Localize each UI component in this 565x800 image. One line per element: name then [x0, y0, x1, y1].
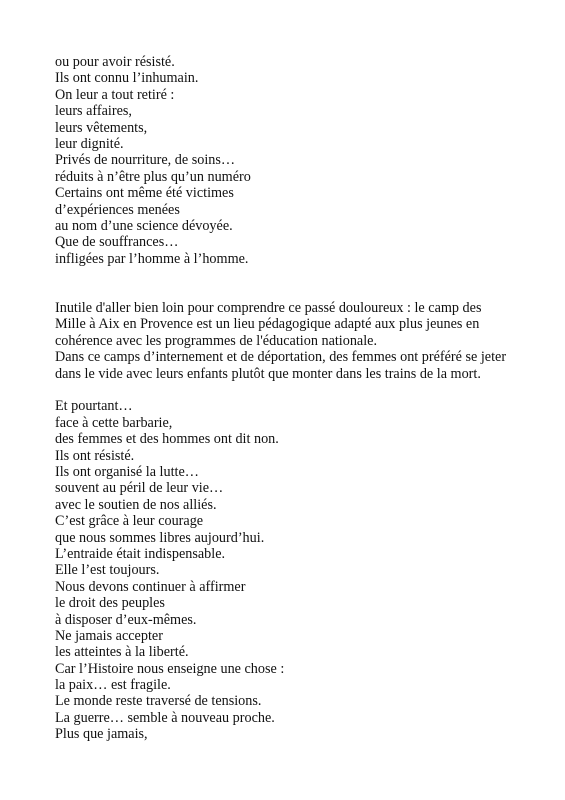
- text-line: réduits à n’être plus qu’un numéro: [55, 168, 251, 185]
- text-line: C’est grâce à leur courage: [55, 513, 204, 530]
- text-line: à disposer d’eux-mêmes.: [55, 611, 197, 628]
- text-line: Ils ont résisté.: [55, 447, 135, 464]
- text-line: Plus que jamais,: [55, 726, 148, 743]
- text-line: souvent au péril de leur vie…: [55, 480, 224, 497]
- text-line: la paix… est fragile.: [55, 677, 171, 694]
- text-line: La guerre… semble à nouveau proche.: [55, 709, 275, 726]
- text-line: infligées par l’homme à l’homme.: [55, 250, 249, 267]
- text-line: Car l’Histoire nous enseigne une chose :: [55, 660, 285, 677]
- text-line: que nous sommes libres aujourd’hui.: [55, 529, 265, 546]
- text-line: L’entraide était indispensable.: [55, 545, 226, 562]
- text-line: On leur a tout retiré :: [55, 86, 175, 103]
- text-line: au nom d’une science dévoyée.: [55, 217, 233, 234]
- text-line: Dans ce camps d’internement et de déportation, des femmes ont préféré se jeter: [55, 349, 507, 366]
- text-line: Que de souffrances…: [55, 234, 179, 251]
- stanza-2: [55, 398, 535, 742]
- spacer: [55, 267, 535, 300]
- text-line: ou pour avoir résisté.: [55, 54, 175, 70]
- text-line: Ne jamais accepter: [55, 627, 163, 644]
- spacer: [55, 382, 535, 398]
- text-line: avec le soutien de nos alliés.: [55, 496, 217, 513]
- text-line: cohérence avec les programmes de l'éducation nationale.: [55, 332, 378, 349]
- text-line: Certains ont même été victimes: [55, 185, 234, 202]
- paragraph: [55, 300, 535, 382]
- text-line: le droit des peuples: [55, 595, 165, 612]
- text-line: Et pourtant…: [55, 398, 133, 415]
- document-page: [55, 54, 535, 743]
- text-line: dans le vide avec leurs enfants plutôt que monter dans les trains de la mort.: [55, 365, 481, 382]
- text-line: Privés de nourriture, de soins…: [55, 152, 236, 169]
- text-line: des femmes et des hommes ont dit non.: [55, 431, 279, 448]
- text-line: Ils ont connu l’inhumain.: [55, 70, 199, 87]
- text-line: face à cette barbarie,: [55, 414, 173, 431]
- text-line: les atteintes à la liberté.: [55, 644, 189, 661]
- text-line: leur dignité.: [55, 135, 124, 152]
- stanza-1: [55, 54, 535, 267]
- text-line: leurs affaires,: [55, 103, 132, 120]
- text-line: leurs vêtements,: [55, 119, 148, 136]
- text-line: d’expériences menées: [55, 201, 180, 218]
- text-line: Mille à Aix en Provence est un lieu pédagogique adapté aux plus jeunes en: [55, 316, 480, 333]
- text-line: Elle l’est toujours.: [55, 562, 160, 579]
- text-line: Nous devons continuer à affirmer: [55, 578, 246, 595]
- text-line: Ils ont organisé la lutte…: [55, 463, 199, 480]
- text-line: Inutile d'aller bien loin pour comprendre ce passé douloureux : le camp des: [55, 300, 482, 317]
- text-line: Le monde reste traversé de tensions.: [55, 693, 262, 710]
